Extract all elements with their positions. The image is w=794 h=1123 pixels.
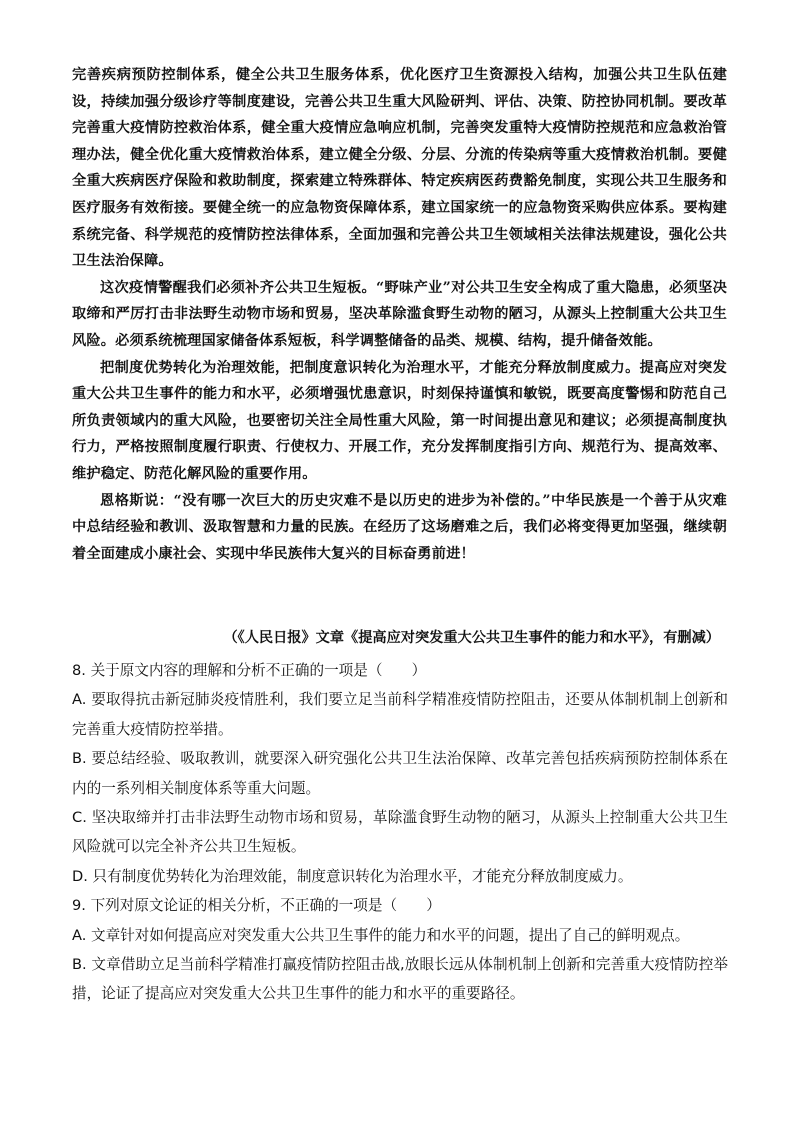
- answer-option: A. 文章针对如何提高应对突发重大公共卫生事件的能力和水平的问题，提出了自己的鲜明观点。: [72, 926, 690, 944]
- reading-passage: [72, 62, 727, 567]
- passage-paragraph: 这次疫情警醒我们必须补齐公共卫生短板。“野味产业”对公共卫生安全构成了重大隐患，必须坚决取缔和严厉打击非法野生动物市场和贸易，坚决革除滥食野生动物的陋习，从源头上控制重大公共卫生风险。必须系统梳理国家储备体系短板，科学调整储备的品类、规模、结构，提升储备效能。: [72, 279, 727, 349]
- answer-option: D. 只有制度优势转化为治理效能，制度意识转化为治理水平，才能充分释放制度威力。: [72, 867, 633, 885]
- answer-option: A. 要取得抗击新冠肺炎疫情胜利，我们要立足当前科学精准疫情防控阻击，还要从体制机制上创新和完善重大疫情防控举措。: [72, 691, 728, 738]
- answer-option: B. 要总结经验、吸取教训，就要深入研究强化公共卫生法治保障、改革完善包括疾病预防控制体系在内的一系列相关制度体系等重大问题。: [72, 750, 728, 797]
- passage-paragraph: 完善疾病预防控制体系，健全公共卫生服务体系，优化医疗卫生资源投入结构，加强公共卫生队伍建设，持续加强分级诊疗等制度建设，完善公共卫生重大风险研判、评估、决策、防控协同机制。要改革完善重大疫情防控救治体系，健全重大疫情应急响应机制，完善突发重特大疫情防控规范和应急救治管理办法，健全优化重大疫情救治体系，建立健全分级、分层、分流的传染病等重大疫情救治机制。要健全重大疾病医疗保险和救助制度，探索建立特殊群体、特定疾病医药费豁免制度，实现公共卫生服务和医疗服务有效衔接。要健全统一的应急物资保障体系，建立国家统一的应急物资采购供应体系。要构建系统完备、科学规范的疫情防控法律体系，全面加强和完善公共卫生领域相关法律法规建设，强化公共卫生法治保障。: [72, 67, 727, 270]
- question-stem: 9. 下列对原文论证的相关分析，不正确的一项是（ ）: [72, 897, 441, 915]
- answer-option: B. 文章借助立足当前科学精准打赢疫情防控阻击战,放眼长远从体制机制上创新和完善重大疫情防控举措，论证了提高应对突发重大公共卫生事件的能力和水平的重要路径。: [72, 956, 728, 1003]
- question-section: [72, 656, 728, 1009]
- question-stem: 8. 关于原文内容的理解和分析不正确的一项是（ ）: [72, 662, 427, 679]
- passage-paragraph: 把制度优势转化为治理效能，把制度意识转化为治理水平，才能充分释放制度威力。提高应对突发重大公共卫生事件的能力和水平，必须增强忧患意识，时刻保持谨慎和敏锐，既要高度警惕和防范自己所负责领域内的重大风险，也要密切关注全局性重大风险，第一时间提出意见和建议；必须提高制度执行力，严格按照制度履行职责、行使权力、开展工作，充分发挥制度指引方向、规范行为、提高效率、维护稳定、防范化解风险的重要作用。: [72, 359, 727, 482]
- answer-option: C. 坚决取缔并打击非法野生动物市场和贸易，革除滥食野生动物的陋习，从源头上控制重大公共卫生风险就可以完全补齐公共卫生短板。: [72, 809, 728, 856]
- passage-source-citation: （《人民日报》文章《提高应对突发重大公共卫生事件的能力和水平》，有删减）: [223, 630, 720, 646]
- passage-paragraph: 恩格斯说：“没有哪一次巨大的历史灾难不是以历史的进步为补偿的。”中华民族是一个善于从灾难中总结经验和教训、汲取智慧和力量的民族。在经历了这场磨难之后，我们必将变得更加坚强，继续朝着全面建成小康社会、实现中华民族伟大复兴的目标奋勇前进！: [72, 492, 727, 562]
